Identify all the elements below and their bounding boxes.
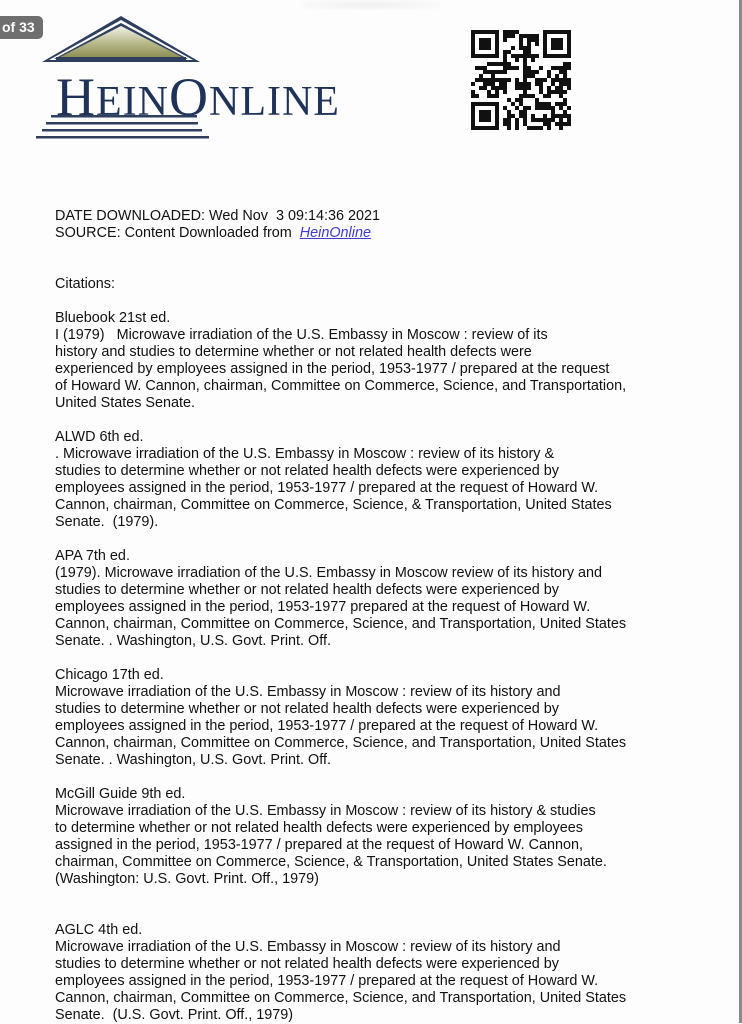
citation-text-line: experienced by employees assigned in the period, 1953-1977 / prepared at the request: [55, 361, 610, 377]
citation-text-line: United States Senate.: [55, 395, 195, 411]
spacer: [55, 293, 695, 310]
heinonline-link[interactable]: HeinOnline: [299, 225, 371, 241]
source-label: SOURCE: Content Downloaded from: [55, 225, 300, 241]
citations-list: [55, 310, 695, 1024]
spacer: [55, 769, 695, 786]
logo-wordmark: [56, 67, 340, 129]
citation-text-line: Cannon, chairman, Committee on Commerce, Science, and Transportation, United States: [55, 616, 627, 632]
citation-entry: [55, 429, 695, 531]
citation-entry: [55, 667, 695, 769]
citation-text-line: employees assigned in the period, 1953-1977 / prepared at the request of Howard W.: [55, 973, 599, 989]
citation-text-line: employees assigned in the period, 1953-1977 prepared at the request of Howard W.: [55, 599, 591, 615]
heinonline-logo: [34, 14, 412, 142]
citations-heading: Citations:: [55, 276, 115, 292]
citation-text-line: employees assigned in the period, 1953-1977 / prepared at the request of Howard W.: [55, 718, 599, 734]
citation-text-line: history and studies to determine whether or not related health defects were: [55, 344, 532, 360]
spacer: [55, 242, 695, 276]
spacer: [55, 412, 695, 429]
citation-text-line: Cannon, chairman, Committee on Commerce, Science, & Transportation, United States: [55, 497, 612, 513]
spacer: [55, 650, 695, 667]
logo-letter-o: O: [168, 67, 209, 127]
citation-text-line: studies to determine whether or not related health defects were experienced by: [55, 582, 559, 598]
citation-style-label: McGill Guide 9th ed.: [55, 786, 186, 802]
document-content: [55, 208, 695, 1024]
spacer: [55, 888, 695, 922]
citation-text-line: Microwave irradiation of the U.S. Embassy in Moscow : review of its history and: [55, 939, 561, 955]
citation-entry: [55, 922, 695, 1024]
citation-style-label: APA 7th ed.: [55, 548, 130, 564]
citation-style-label: Bluebook 21st ed.: [55, 310, 171, 326]
citation-text-line: Cannon, chairman, Committee on Commerce, Science, and Transportation, United States: [55, 735, 627, 751]
citation-text-line: studies to determine whether or not related health defects were experienced by: [55, 701, 559, 717]
citation-text-line: Microwave irradiation of the U.S. Embassy in Moscow : review of its history & studies: [55, 803, 596, 819]
citation-style-label: Chicago 17th ed.: [55, 667, 164, 683]
source-line: [55, 225, 695, 242]
citation-entry: [55, 310, 695, 412]
citation-style-label: ALWD 6th ed.: [55, 429, 144, 445]
citation-text-line: Senate. . Washington, U.S. Govt. Print. Off.: [55, 752, 331, 768]
citation-text-line: assigned in the period, 1953-1977 / prepared at the request of Howard W. Cannon,: [55, 837, 583, 853]
date-downloaded: DATE DOWNLOADED: Wed Nov 3 09:14:36 2021: [55, 208, 380, 224]
citation-text-line: (Washington: U.S. Govt. Print. Off., 1979): [55, 871, 319, 887]
citation-text-line: . Microwave irradiation of the U.S. Embassy in Moscow : review of its history &: [55, 446, 555, 462]
citation-text-line: chairman, Committee on Commerce, Science, & Transportation, United States Senate.: [55, 854, 607, 870]
citation-text-line: Senate. (1979).: [55, 514, 159, 530]
page-count-badge: of 33: [0, 16, 43, 39]
citation-text-line: studies to determine whether or not related health defects were experienced by: [55, 463, 559, 479]
citation-text-line: of Howard W. Cannon, chairman, Committee on Commerce, Science, and Transportation,: [55, 378, 627, 394]
citation-text-line: (1979). Microwave irradiation of the U.S. Embassy in Moscow review of its history and: [55, 565, 603, 581]
logo-letters-nline: NLINE: [208, 79, 340, 125]
citation-entry: [55, 786, 695, 888]
citation-text-line: studies to determine whether or not related health defects were experienced by: [55, 956, 559, 972]
logo-letters-ein: EIN: [96, 79, 169, 125]
citation-style-label: AGLC 4th ed.: [55, 922, 143, 938]
citation-entry: [55, 548, 695, 650]
citation-text-line: to determine whether or not related health defects were experienced by employees: [55, 820, 583, 836]
top-shadow: [300, 0, 440, 10]
citation-text-line: Senate. . Washington, U.S. Govt. Print. Off.: [55, 633, 331, 649]
citation-text-line: Cannon, chairman, Committee on Commerce, Science, and Transportation, United States: [55, 990, 627, 1006]
logo-letter-h: H: [56, 67, 96, 127]
citation-text-line: employees assigned in the period, 1953-1977 / prepared at the request of Howard W.: [55, 480, 599, 496]
citation-text-line: Senate. (U.S. Govt. Print. Off., 1979): [55, 1007, 294, 1023]
qr-code-icon: [471, 30, 571, 130]
spacer: [55, 531, 695, 548]
citation-text-line: Microwave irradiation of the U.S. Embassy in Moscow : review of its history and: [55, 684, 561, 700]
citation-text-line: I (1979) Microwave irradiation of the U.S. Embassy in Moscow : review of its: [55, 327, 548, 343]
